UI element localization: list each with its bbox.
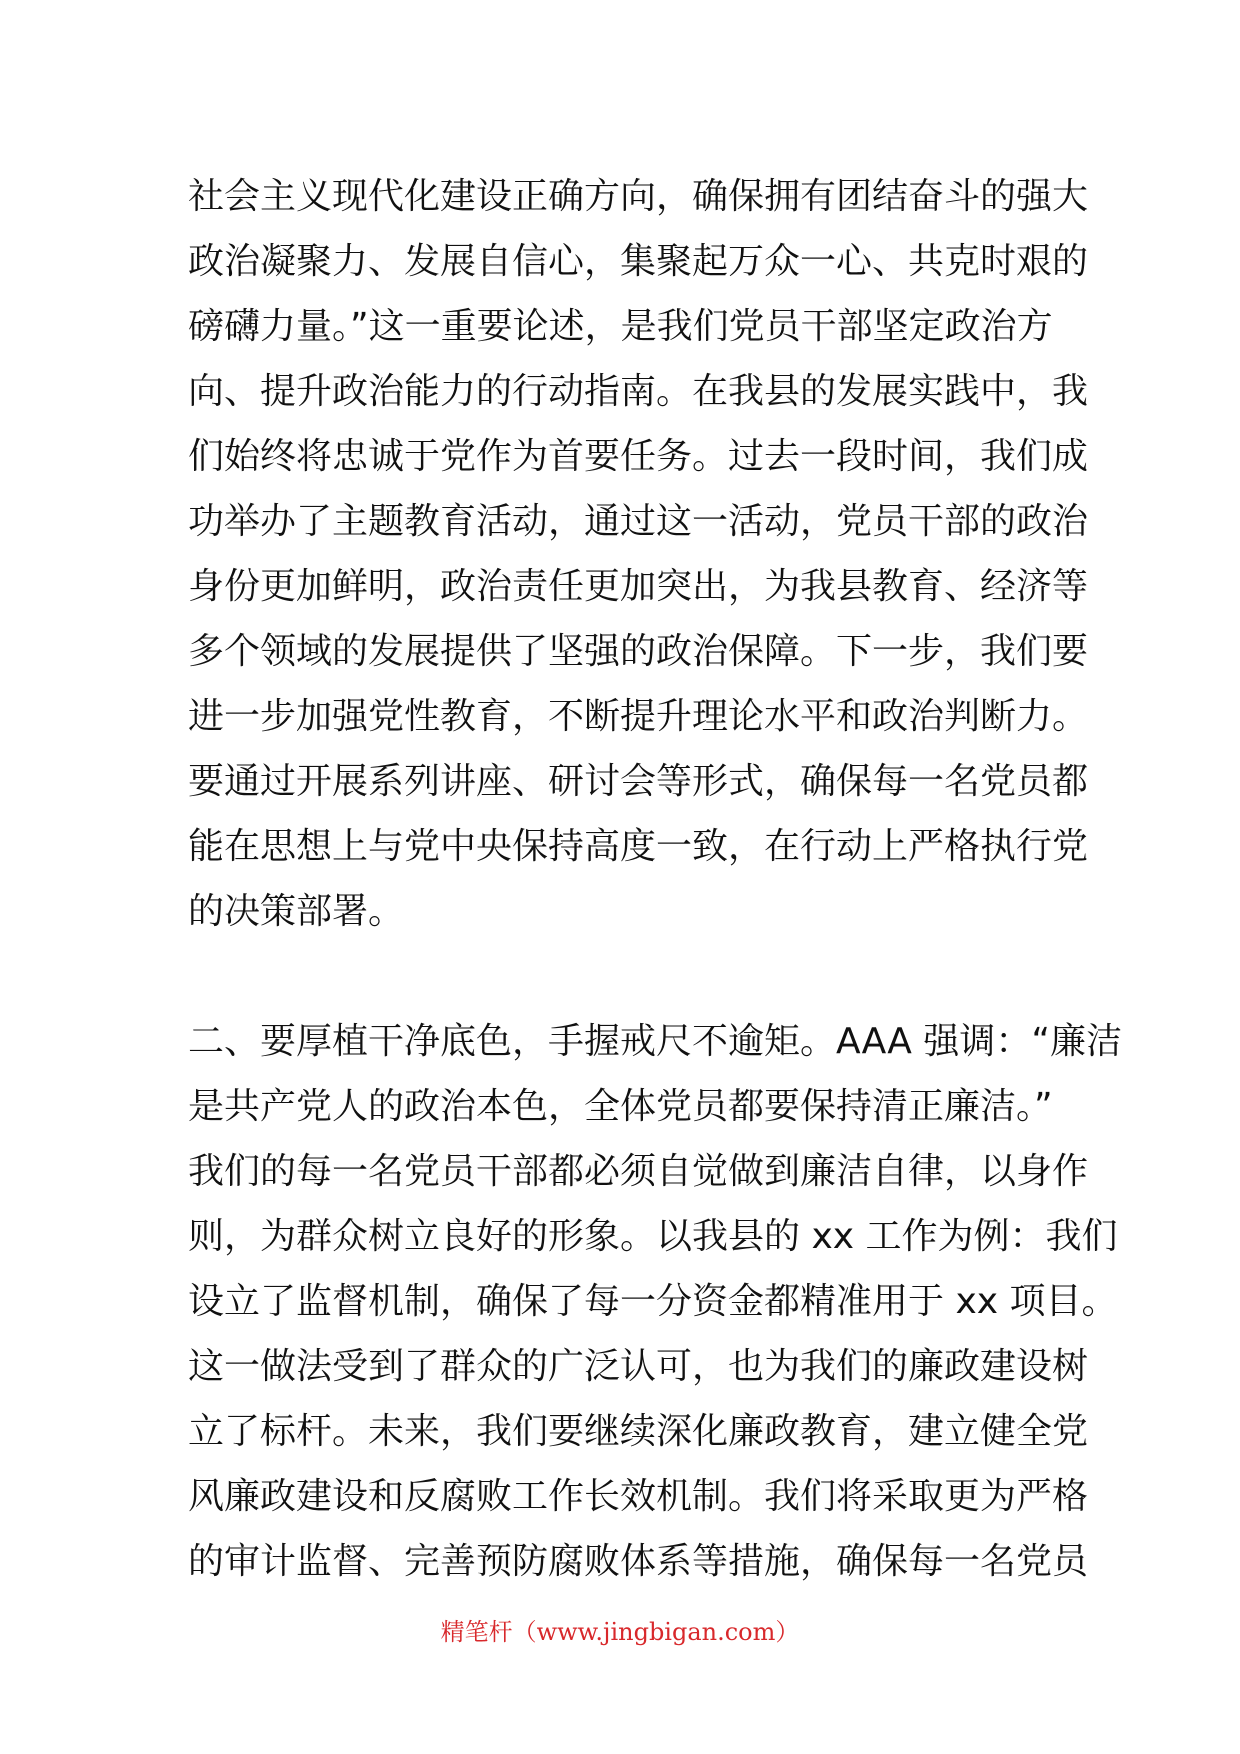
text-line: 功举办了主题教育活动，通过这一活动，党员干部的政治 xyxy=(188,501,1089,542)
text-line: 则，为群众树立良好的形象。以我县的 xx 工作为例：我们 xyxy=(188,1216,1118,1257)
text-line: 政治凝聚力、发展自信心，集聚起万众一心、共克时艰的 xyxy=(188,241,1089,282)
text-line: 是共产党人的政治本色，全体党员都要保持清正廉洁。” xyxy=(188,1086,1053,1127)
footer-watermark: 精笔杆（www.jingbigan.com） xyxy=(440,1618,800,1646)
paragraph-spacer xyxy=(188,944,1058,1009)
text-line: 要通过开展系列讲座、研讨会等形式，确保每一名党员都 xyxy=(188,761,1089,802)
text-line: 二、要厚植干净底色，手握戒尺不逾矩。AAA 强调：“廉洁 xyxy=(188,1021,1122,1062)
text-line: 设立了监督机制，确保了每一分资金都精准用于 xx 项目。 xyxy=(188,1281,1118,1322)
text-line: 的审计监督、完善预防腐败体系等措施，确保每一名党员 xyxy=(188,1541,1089,1582)
text-line: 身份更加鲜明，政治责任更加突出，为我县教育、经济等 xyxy=(188,566,1089,607)
text-line: 风廉政建设和反腐败工作长效机制。我们将采取更为严格 xyxy=(188,1476,1089,1517)
text-line: 向、提升政治能力的行动指南。在我县的发展实践中，我 xyxy=(188,371,1089,412)
text-line: 多个领域的发展提供了坚强的政治保障。下一步，我们要 xyxy=(188,631,1089,672)
paragraph xyxy=(188,1009,1122,1594)
text-line: 立了标杆。未来，我们要继续深化廉政教育，建立健全党 xyxy=(188,1411,1089,1452)
text-line: 这一做法受到了群众的广泛认可，也为我们的廉政建设树 xyxy=(188,1346,1089,1387)
text-line: 能在思想上与党中央保持高度一致，在行动上严格执行党 xyxy=(188,826,1089,867)
text-line: 我们的每一名党员干部都必须自觉做到廉洁自律，以身作 xyxy=(188,1151,1089,1192)
text-line: 进一步加强党性教育，不断提升理论水平和政治判断力。 xyxy=(188,696,1089,737)
document-body xyxy=(188,164,1122,1594)
text-line: 社会主义现代化建设正确方向，确保拥有团结奋斗的强大 xyxy=(188,176,1089,217)
text-line: 磅礴力量。”这一重要论述，是我们党员干部坚定政治方 xyxy=(188,306,1053,347)
text-line: 的决策部署。 xyxy=(188,891,405,932)
text-line: 们始终将忠诚于党作为首要任务。过去一段时间，我们成 xyxy=(188,436,1089,477)
paragraph xyxy=(188,164,1089,944)
